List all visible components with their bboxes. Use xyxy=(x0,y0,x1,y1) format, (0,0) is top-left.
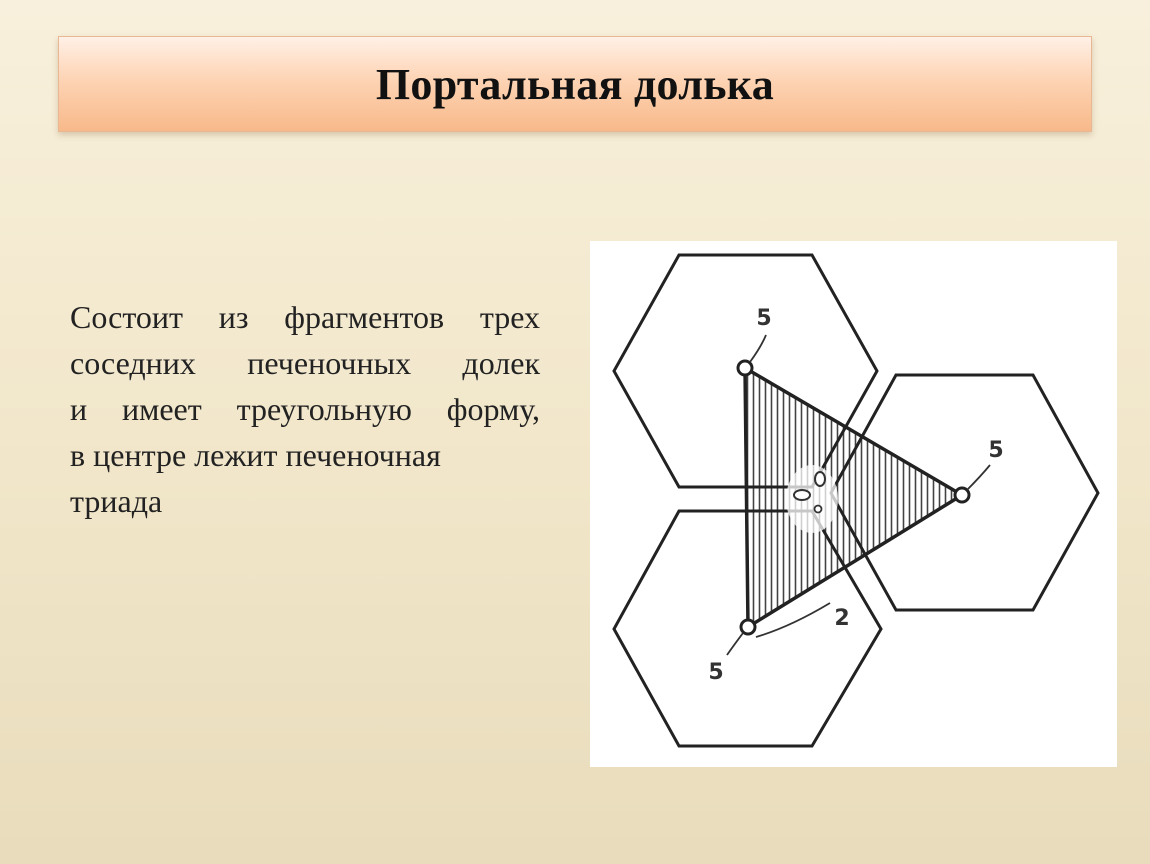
label-central-vein-bottom: 5 xyxy=(708,660,724,685)
slide-title: Портальная долька xyxy=(375,59,775,109)
triad-bile-duct xyxy=(815,506,822,513)
leader-line-right xyxy=(967,465,990,490)
description-line-2: соседних печеночных долек xyxy=(70,345,540,381)
central-vein-right xyxy=(955,488,969,502)
description-line-4: в центре лежит печеночная xyxy=(70,437,441,473)
leader-line-bottom xyxy=(727,633,743,655)
description-line-5: триада xyxy=(70,483,163,519)
diagram-canvas xyxy=(590,241,1117,767)
label-central-vein-right: 5 xyxy=(988,438,1004,463)
triad-artery xyxy=(815,472,825,486)
label-portal-triad: 2 xyxy=(834,606,850,631)
portal-lobule-diagram xyxy=(590,241,1117,767)
description-line-3: и имеет треугольную форму, xyxy=(70,391,540,427)
leader-line-top xyxy=(750,335,766,362)
triad-vein xyxy=(794,490,810,500)
central-vein-top xyxy=(738,361,752,375)
label-central-vein-top: 5 xyxy=(756,306,772,331)
title-banner xyxy=(58,36,1092,132)
portal-lobule-triangle xyxy=(745,368,962,627)
description-text xyxy=(70,294,540,524)
description-line-1: Состоит из фрагментов трех xyxy=(70,299,540,335)
central-vein-bottom xyxy=(741,620,755,634)
triad-area xyxy=(786,465,838,533)
